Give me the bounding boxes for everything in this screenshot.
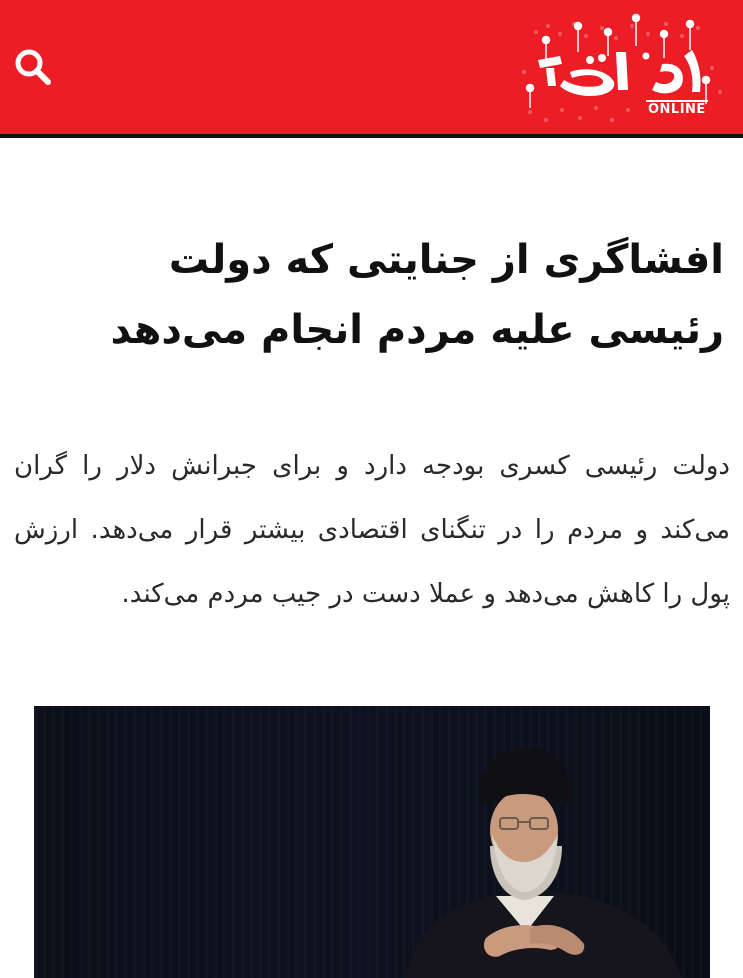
search-button[interactable]	[10, 44, 56, 90]
article-title: افشاگری از جنایتی که دولت رئیسی علیه مردم انجام می‌دهد	[110, 237, 724, 353]
portrait-photo	[34, 706, 710, 978]
logo-online-label: ONLINE	[648, 102, 706, 117]
article-image[interactable]	[34, 706, 710, 978]
brand-logo[interactable]	[516, 12, 728, 130]
search-icon	[10, 44, 56, 90]
site-header	[0, 0, 743, 138]
article-lead: دولت رئیسی کسری بودجه دارد و برای جبرانش دلار را گران می‌کند و مردم را در تنگنای اقتصادی بیشتر قرار می‌دهد. ارزش پول را کاهش می‌دهد و عملا دست در جیب مردم می‌کند.	[14, 451, 730, 609]
